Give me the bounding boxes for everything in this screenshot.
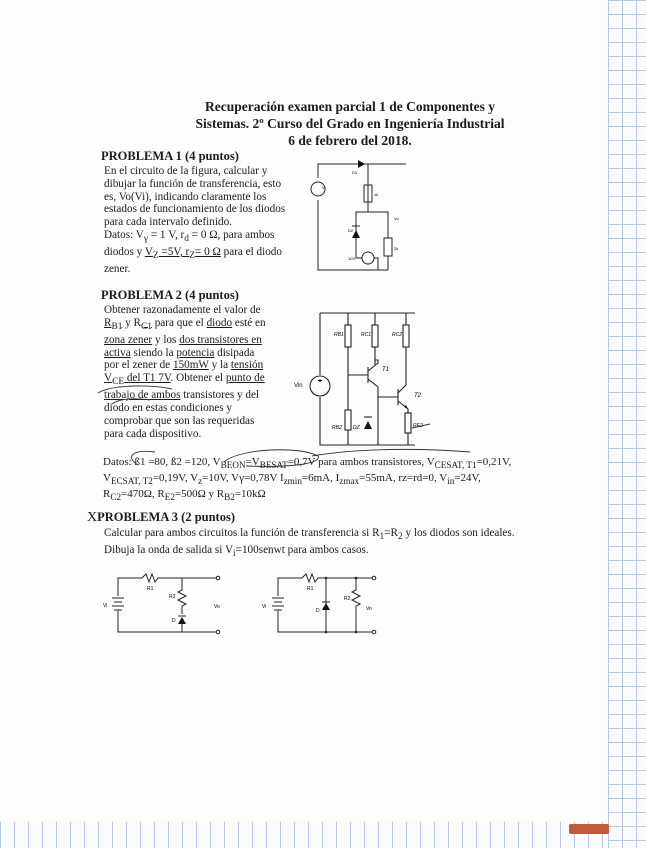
problem1-line: para cada intervalo definido. — [104, 216, 232, 229]
problem2-datos-line-1: Datos: ß1 =80, ß2 =120, $V_{BEON}=V_{BESAT}=0,7V$ para ambos transistores, $V_{CESAT, T1}=0,21V$, — [103, 456, 512, 471]
problem2-text — [104, 304, 278, 440]
p3b-label-r2: R2 — [344, 596, 351, 602]
p2-label-rc2: RC2 — [392, 332, 403, 338]
problem2-line: diodo en estas condiciones y — [104, 402, 233, 415]
red-tab-marker — [569, 824, 609, 834]
problem1-line: En el circuito de la figura, calcular y — [104, 165, 268, 177]
problem2-line: $R_{B1}$ y $R_{C1}$ para que el diodo esté en — [104, 316, 266, 333]
p2-label-rb1: RB1 — [334, 332, 344, 338]
problem3-line-2: Dibuja la onda de salida si $V_i=100senwt$ para ambos casos. — [104, 544, 369, 560]
problem2-line: $V_{CE}$ del T1 7V. Obtener el punto de — [104, 372, 265, 388]
problem2-line: activa siendo la potencia disipada — [104, 346, 255, 359]
problem1-circuit-diagram — [308, 160, 408, 278]
p3b-label-r1: R1 — [307, 586, 314, 592]
problem2-datos — [103, 456, 603, 503]
problem2-line: para cada dispositivo. — [104, 427, 202, 440]
p2-label-rc1: RC1 — [361, 332, 372, 338]
p3a-label-r2: R2 — [169, 594, 176, 600]
problem1-datos-3: zener. — [104, 263, 131, 276]
p2-label-t1: T1 — [382, 367, 390, 373]
problem3-text — [104, 527, 604, 561]
handwritten-x-mark: X — [87, 510, 98, 525]
problem1-datos: Datos: $V_\gamma = 1$ V, $r_d = 0$ Ω, para ambos — [104, 228, 275, 245]
problem2-datos-line-2: $V_{ECSAT, T2}=0,19V$, $V_z=10V$, Vγ=0,78V $I_{zmin}=6mA$, $I_{zmax}=55mA$, rz=rd=0, $V_{in}=24V$, — [103, 471, 481, 486]
problem2-line: por el zener de 150mW y la tensión — [104, 359, 264, 372]
title-line-3: 6 de febrero del 2018. — [288, 133, 412, 148]
problem2-line: zona zener y los dos transistores en — [104, 333, 262, 346]
problem2-line: trabajo de ambos transistores y del — [104, 389, 260, 402]
problem3-circuit-a — [102, 568, 232, 640]
p1-label-vo: Vo — [394, 216, 399, 221]
exam-title — [150, 98, 550, 149]
p1-label-d2: D2 — [348, 228, 354, 233]
problem2-line: Obtener razonadamente el valor de — [104, 304, 261, 316]
notebook-grid-bottom — [0, 822, 608, 848]
title-line-1: Recuperación examen parcial 1 de Componentes y — [205, 99, 495, 114]
p2-label-rb2: RB2 — [332, 425, 342, 431]
problem1-heading: PROBLEMA 1 (4 puntos) — [101, 149, 239, 163]
problem3-heading: XPROBLEMA 3 (2 puntos) — [87, 510, 235, 525]
problem3-line-1: Calcular para ambos circuitos la función de transferencia si $R_1=R_2$ y los diodos son ideales. — [104, 527, 515, 543]
p2-label-t2: T2 — [414, 393, 422, 399]
problem1-text — [104, 165, 304, 276]
p3a-label-vo: Vo — [214, 604, 220, 610]
problem2-circuit-diagram — [290, 305, 440, 453]
p3a-label-d: D — [172, 618, 176, 624]
p1-label-src: 10V — [348, 256, 356, 261]
problem1-line: estados de funcionamiento de los diodos — [104, 203, 286, 216]
p2-label-vin: Vin — [294, 383, 303, 389]
problem1-line: dibujar la función de transferencia, esto — [104, 177, 282, 190]
problem1-line: es, Vo(Vi), indicando claramente los — [104, 190, 267, 203]
p2-label-dz: DZ — [353, 425, 360, 431]
p3a-label-r1: R1 — [147, 586, 154, 592]
problem2-datos-line-3: $R_{C2}=470\Omega$, $R_{E2}=500\Omega$ y $R_{B2}=10k\Omega$ — [103, 487, 266, 502]
problem1-datos-2: diodos y $V_Z =5V$, $r_Z= 0$ Ω para el diodo — [104, 246, 282, 262]
problem2-line: comprobar que son las requeridas — [104, 414, 255, 427]
p2-label-re2: RE2 — [413, 423, 423, 429]
title-line-2: Sistemas. 2º Curso del Grado en Ingeniería Industrial — [195, 116, 505, 131]
p3a-label-vi: Vi — [103, 603, 108, 609]
p3b-label-vo: Vo — [366, 606, 372, 612]
p1-label-d1: D1 — [352, 170, 358, 175]
p1-label-r1: 1k — [374, 192, 379, 197]
p3b-label-d: D — [316, 608, 320, 614]
notebook-grid-margin — [608, 0, 646, 848]
problem2-heading: PROBLEMA 2 (4 puntos) — [101, 288, 239, 302]
p1-label-vi: Vi — [322, 185, 326, 190]
p1-label-r2: 2k — [394, 246, 399, 251]
p3b-label-vi: Vi — [262, 604, 267, 610]
problem3-circuit-b — [256, 568, 386, 640]
